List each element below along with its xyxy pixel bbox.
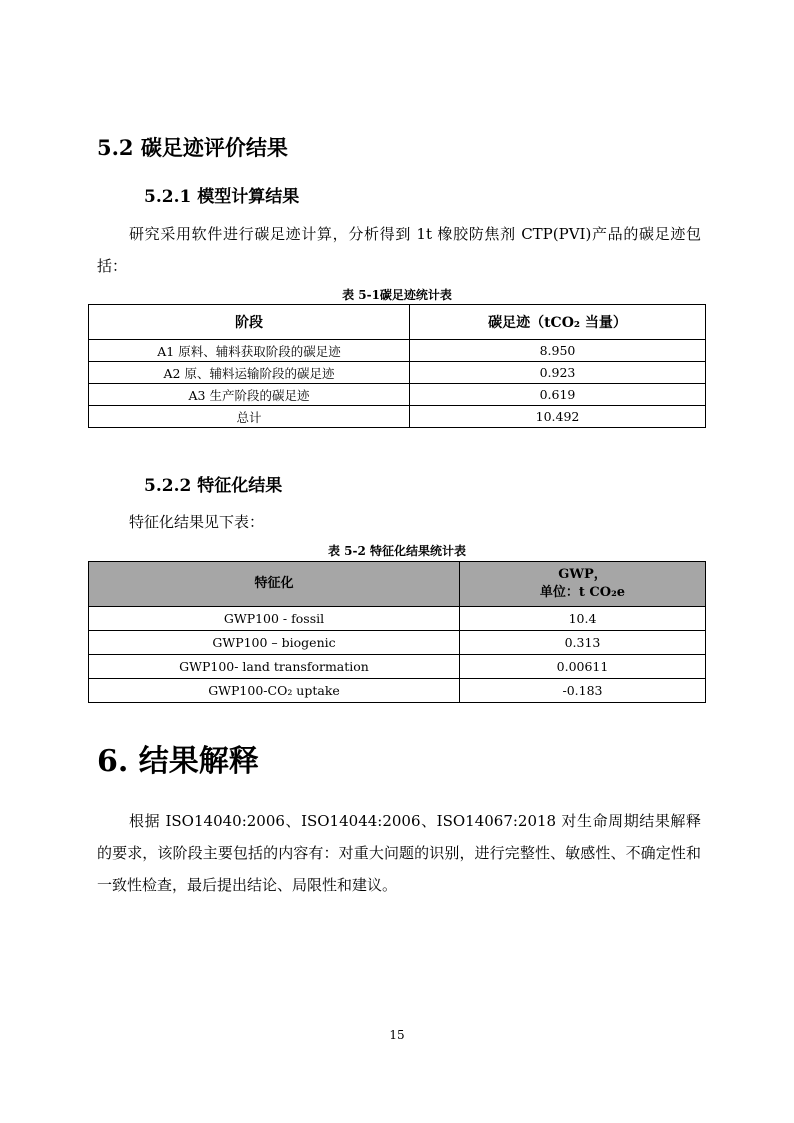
table-row	[89, 631, 706, 655]
table-cell: GWP100-CO₂ uptake	[89, 679, 460, 703]
table-row	[89, 384, 706, 406]
section-heading-5-2: 5.2 碳足迹评价结果	[97, 135, 288, 160]
table-header-row	[89, 562, 706, 607]
table-cell: GWP100 – biogenic	[89, 631, 460, 655]
table-cell: 0.00611	[460, 655, 706, 679]
table-row	[89, 607, 706, 631]
table-cell: A1 原料、辅料获取阶段的碳足迹	[89, 340, 410, 362]
table-header-gwp-line1: GWP，	[558, 567, 607, 582]
table-header-row	[89, 305, 706, 340]
paragraph-model-results: 研究采用软件进行碳足迹计算，分析得到 1t 橡胶防焦剂 CTP(PVI)产品的碳足迹包括：	[97, 225, 701, 275]
table-cell: 0.619	[410, 384, 706, 406]
carbon-footprint-table	[88, 304, 706, 428]
table-cell: 总计	[89, 406, 410, 428]
table-header-characterization: 特征化	[89, 562, 460, 607]
table-cell: A3 生产阶段的碳足迹	[89, 384, 410, 406]
subsection-heading-5-2-2: 5.2.2 特征化结果	[144, 476, 283, 496]
table-cell: GWP100 - fossil	[89, 607, 460, 631]
table-row	[89, 655, 706, 679]
table-header-carbon-footprint: 碳足迹（tCO₂ 当量）	[410, 305, 706, 340]
table-header-stage: 阶段	[89, 305, 410, 340]
table-caption-5-2: 表 5-2 特征化结果统计表	[327, 544, 467, 558]
page-number: 15	[389, 1028, 405, 1042]
chapter-heading-6: 6. 结果解释	[97, 744, 259, 779]
table-cell: 10.492	[410, 406, 706, 428]
table-cell: 10.4	[460, 607, 706, 631]
table-cell: 0.313	[460, 631, 706, 655]
subsection-heading-5-2-1: 5.2.1 模型计算结果	[144, 187, 300, 207]
paragraph-characterization: 特征化结果见下表：	[129, 513, 265, 531]
characterization-table	[88, 561, 706, 703]
table-cell: 0.923	[410, 362, 706, 384]
table-row-total	[89, 406, 706, 428]
table-caption-5-1: 表 5-1碳足迹统计表	[342, 288, 452, 302]
table-cell: GWP100- land transformation	[89, 655, 460, 679]
table-header-gwp	[460, 562, 706, 607]
table-cell: A2 原、辅料运输阶段的碳足迹	[89, 362, 410, 384]
table-header-gwp-unit: 单位：t CO₂e	[539, 585, 626, 600]
table-row	[89, 679, 706, 703]
paragraph-interpretation: 根据 ISO14040:2006、ISO14044:2006、ISO14067:2018 对生命周期结果解释的要求，该阶段主要包括的内容有：对重大问题的识别，进行完整性、敏感性、不确定性和一致性检查，最后提出结论、局限性和建议。	[97, 812, 701, 894]
table-cell: -0.183	[460, 679, 706, 703]
table-row	[89, 340, 706, 362]
table-row	[89, 362, 706, 384]
table-cell: 8.950	[410, 340, 706, 362]
